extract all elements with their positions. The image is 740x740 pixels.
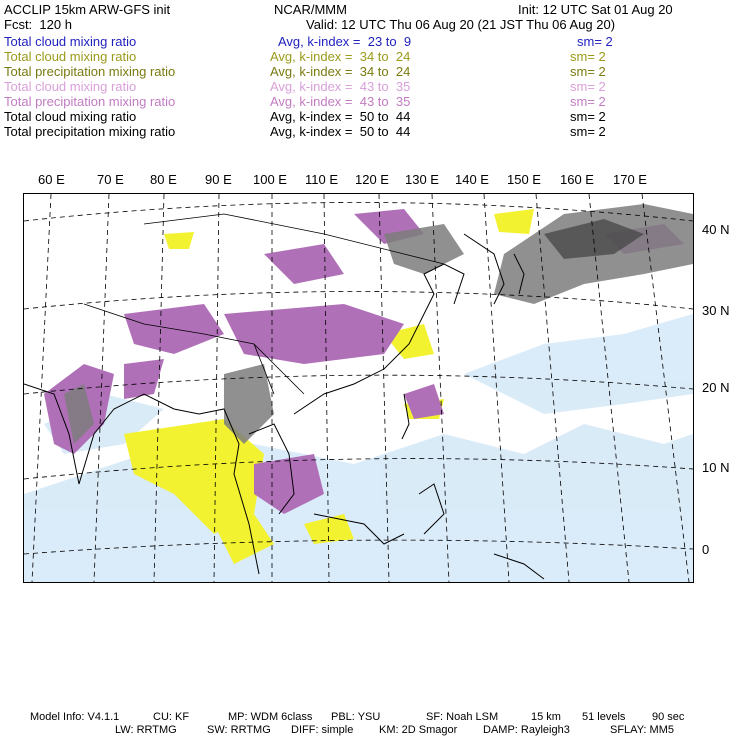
- map-panel: [23, 193, 694, 583]
- legend-smoothing: sm= 2: [570, 49, 606, 64]
- footer-item: KM: 2D Smagor: [379, 724, 458, 736]
- latitude-label: 20 N: [702, 380, 730, 395]
- footer-item: PBL: YSU: [331, 711, 381, 723]
- footer-item: MP: WDM 6class: [228, 711, 313, 723]
- longitude-label: 120 E: [355, 172, 389, 187]
- init-time: Init: 12 UTC Sat 01 Aug 20: [518, 2, 673, 17]
- footer-item: 15 km: [531, 711, 561, 723]
- legend-kindex: Avg, k-index = 23 to 9: [278, 34, 412, 49]
- legend-smoothing: sm= 2: [570, 79, 606, 94]
- model-title: ACCLIP 15km ARW-GFS init: [4, 2, 171, 17]
- latitude-label: 40 N: [702, 222, 730, 237]
- legend-field: Total precipitation mixing ratio: [4, 124, 176, 139]
- forecast-hour: Fcst: 120 h: [4, 17, 72, 32]
- footer-item: CU: KF: [153, 711, 190, 723]
- latitude-label: 10 N: [702, 460, 730, 475]
- footer-item: SFLAY: MM5: [610, 724, 674, 736]
- longitude-label: 160 E: [560, 172, 594, 187]
- longitude-label: 70 E: [97, 172, 124, 187]
- legend-kindex: Avg, k-index = 34 to 24: [270, 64, 411, 79]
- legend-field: Total cloud mixing ratio: [4, 49, 137, 64]
- longitude-label: 140 E: [455, 172, 489, 187]
- legend-smoothing: sm= 2: [570, 109, 606, 124]
- footer-item: DIFF: simple: [291, 724, 354, 736]
- legend-kindex: Avg, k-index = 50 to 44: [270, 109, 411, 124]
- valid-time: Valid: 12 UTC Thu 06 Aug 20 (21 JST Thu 06 Aug 20): [306, 17, 616, 32]
- longitude-label: 110 E: [305, 172, 339, 187]
- footer-item: DAMP: Rayleigh3: [483, 724, 570, 736]
- longitude-label: 170 E: [613, 172, 647, 187]
- longitude-label: 60 E: [38, 172, 65, 187]
- legend-smoothing: sm= 2: [570, 64, 606, 79]
- legend-row: [0, 109, 740, 124]
- legend-row: [0, 64, 740, 79]
- footer-item: LW: RRTMG: [115, 724, 177, 736]
- longitude-label: 130 E: [405, 172, 439, 187]
- legend-field: Total cloud mixing ratio: [4, 109, 137, 124]
- footer-item: SF: Noah LSM: [426, 711, 499, 723]
- legend-kindex: Avg, k-index = 34 to 24: [270, 49, 411, 64]
- legend-kindex: Avg, k-index = 50 to 44: [270, 124, 411, 139]
- footer-item: 90 sec: [652, 711, 685, 723]
- longitude-label: 90 E: [205, 172, 232, 187]
- legend-kindex: Avg, k-index = 43 to 35: [270, 79, 411, 94]
- legend-row: [0, 124, 740, 139]
- legend-field: Total precipitation mixing ratio: [4, 94, 176, 109]
- legend-row: [0, 34, 740, 49]
- footer-item: SW: RRTMG: [207, 724, 271, 736]
- footer-item: Model Info: V4.1.1: [30, 711, 120, 723]
- longitude-label: 150 E: [507, 172, 541, 187]
- legend-field: Total cloud mixing ratio: [4, 34, 137, 49]
- legend-smoothing: sm= 2: [570, 94, 606, 109]
- legend-smoothing: sm= 2: [570, 124, 606, 139]
- latitude-label: 0: [702, 542, 710, 557]
- legend-field: Total cloud mixing ratio: [4, 79, 137, 94]
- legend-smoothing: sm= 2: [577, 34, 613, 49]
- legend-row: [0, 79, 740, 94]
- latitude-label: 30 N: [702, 303, 730, 318]
- longitude-label: 80 E: [150, 172, 177, 187]
- legend-kindex: Avg, k-index = 43 to 35: [270, 94, 411, 109]
- org-label: NCAR/MMM: [274, 2, 347, 17]
- longitude-label: 100 E: [253, 172, 287, 187]
- legend-field: Total precipitation mixing ratio: [4, 64, 176, 79]
- legend-row: [0, 49, 740, 64]
- legend-row: [0, 94, 740, 109]
- map-canvas: [24, 194, 693, 582]
- footer-item: 51 levels: [582, 711, 626, 723]
